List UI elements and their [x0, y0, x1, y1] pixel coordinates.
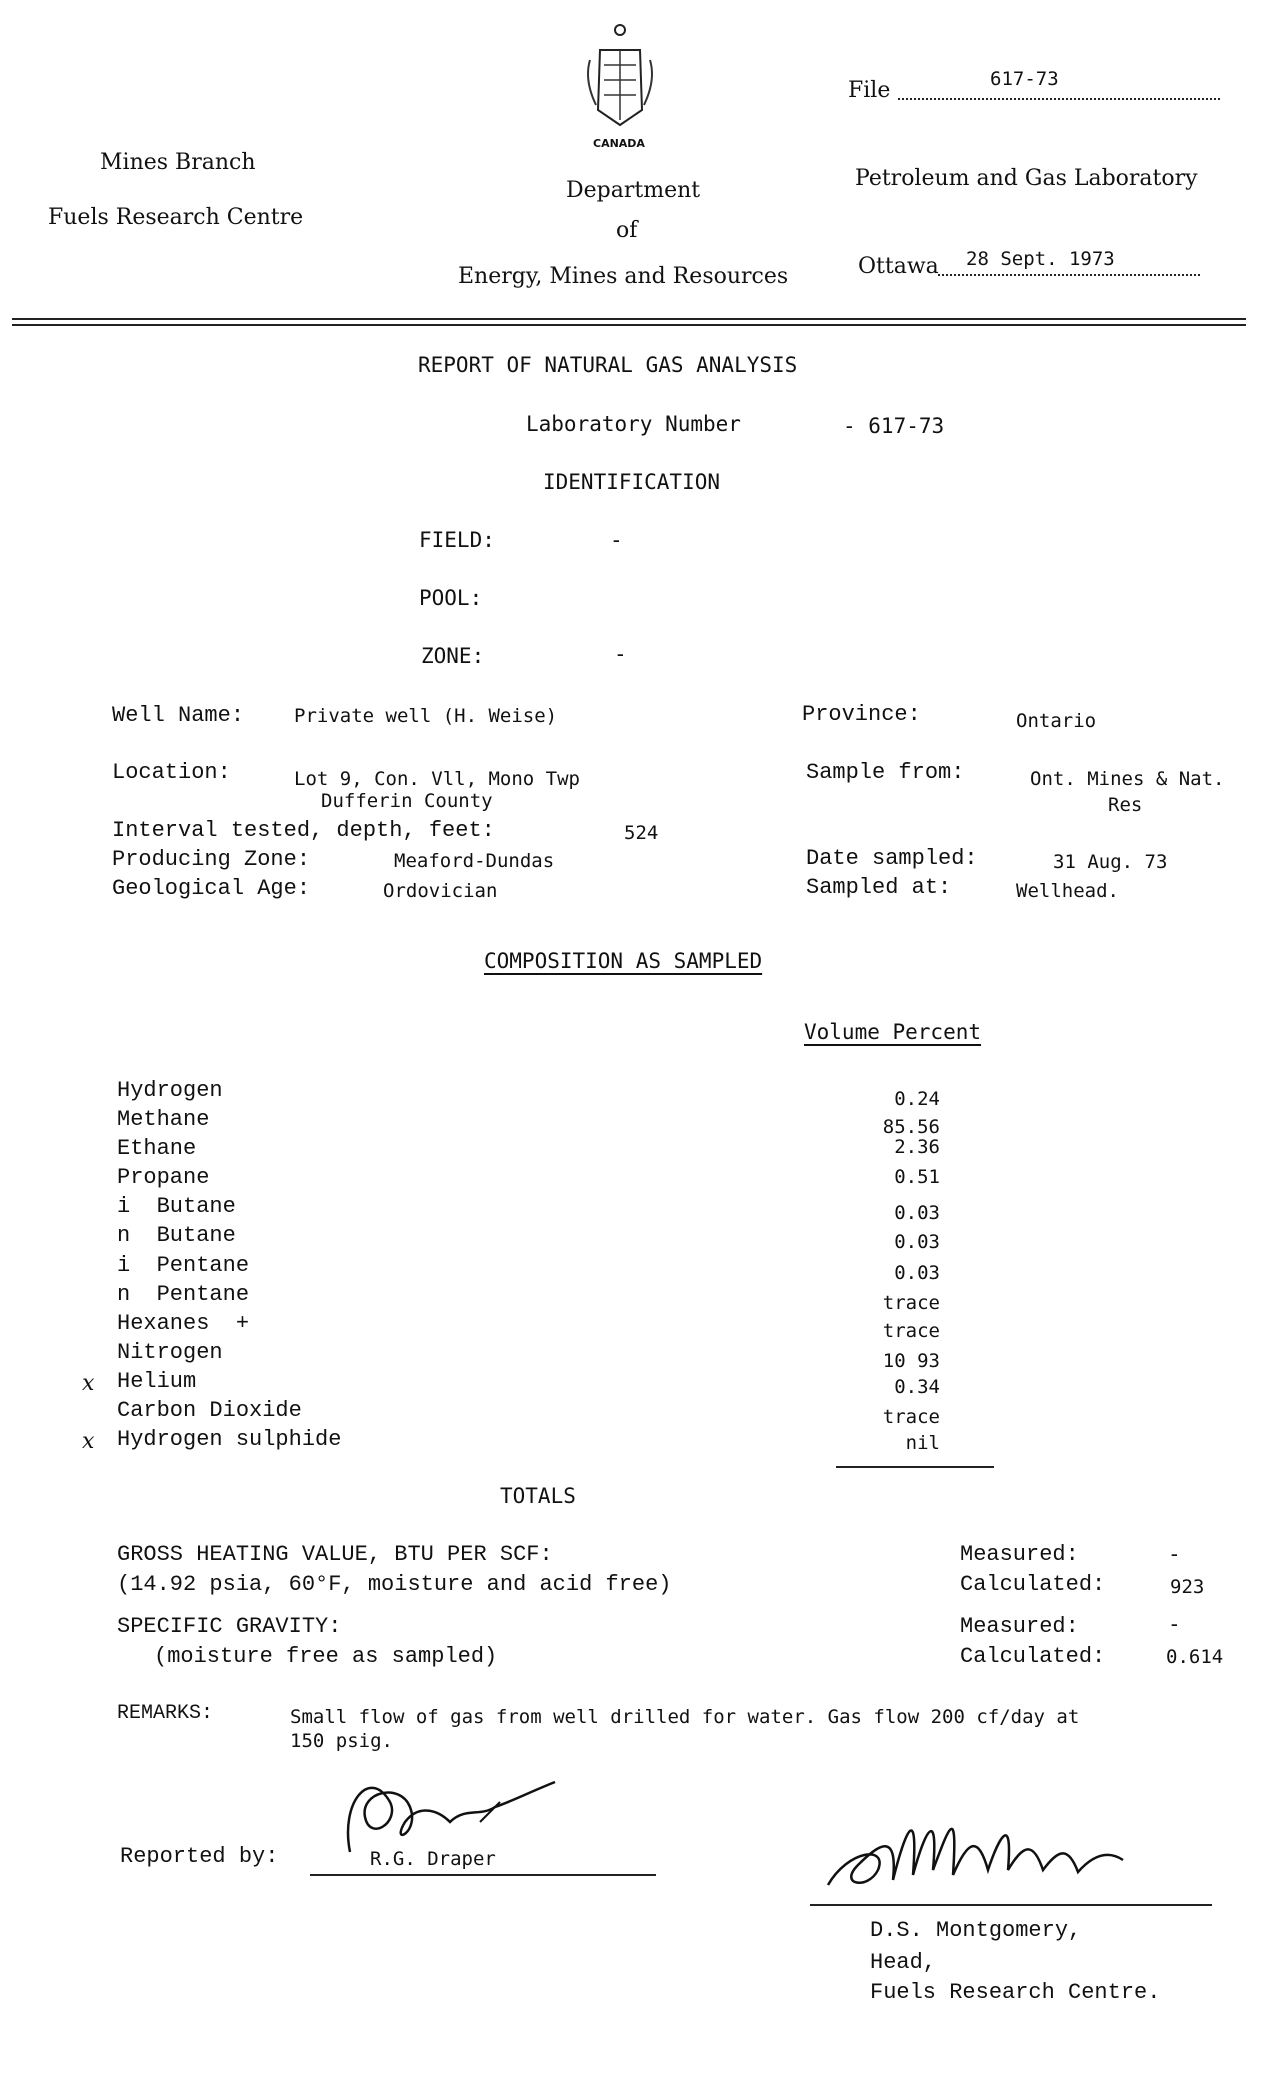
specific-gravity-conditions: (moisture free as sampled)	[154, 1644, 498, 1669]
geological-age: Ordovician	[383, 880, 498, 902]
province-label: Province:	[802, 702, 921, 727]
pool-label: POOL:	[419, 586, 483, 610]
remarks-label: REMARKS:	[117, 1702, 214, 1725]
composition-row-name: n Butane	[117, 1223, 236, 1248]
dept-line-1: Department	[566, 178, 701, 203]
reported-by-line	[310, 1874, 656, 1876]
totals-label: TOTALS	[500, 1484, 576, 1508]
date-sampled-label: Date sampled:	[806, 846, 978, 871]
composition-row-value: 10 93	[882, 1350, 940, 1372]
heating-measured-label: Measured:	[960, 1542, 1079, 1567]
sample-from-line-1: Ont. Mines & Nat.	[1030, 768, 1225, 790]
sample-from-label: Sample from:	[806, 760, 965, 785]
dept-line-2: of	[616, 218, 638, 243]
reporter-name: R.G. Draper	[370, 1848, 496, 1870]
montgomery-signature-icon	[818, 1790, 1148, 1900]
volume-percent-header: Volume Percent	[804, 1020, 982, 1044]
composition-row-name: Carbon Dioxide	[117, 1398, 302, 1423]
head-name: D.S. Montgomery,	[870, 1918, 1082, 1943]
well-name: Private well (H. Weise)	[294, 705, 558, 727]
crest-label: CANADA	[593, 137, 645, 150]
composition-row-name: Hexanes +	[117, 1311, 250, 1336]
composition-row-value: 0.34	[894, 1376, 940, 1398]
composition-row-name: Methane	[117, 1107, 210, 1132]
composition-row-name: Helium	[117, 1369, 197, 1394]
heating-calculated-label: Calculated:	[960, 1572, 1106, 1597]
lab-name: Petroleum and Gas Laboratory	[855, 166, 1198, 191]
heating-value-label: GROSS HEATING VALUE, BTU PER SCF:	[117, 1542, 553, 1567]
centre-name: Fuels Research Centre	[48, 205, 304, 230]
head-title: Head,	[870, 1950, 937, 1975]
sampled-at-label: Sampled at:	[806, 875, 952, 900]
heating-calculated: 923	[1170, 1576, 1205, 1598]
interval-value: 524	[624, 822, 659, 844]
remarks-line-1: Small flow of gas from well drilled for water. Gas flow 200 cf/day at	[290, 1706, 1080, 1728]
composition-row-value: 0.03	[894, 1202, 940, 1224]
totals-rule	[836, 1466, 994, 1468]
interval-label: Interval tested, depth, feet:	[112, 818, 495, 843]
producing-zone: Meaford-Dundas	[394, 850, 555, 872]
checkmark-icon: x	[82, 1429, 95, 1454]
identification-heading: IDENTIFICATION	[543, 470, 721, 494]
dept-line-3: Energy, Mines and Resources	[458, 264, 789, 289]
heating-conditions: (14.92 psia, 60°F, moisture and acid free)	[117, 1572, 672, 1597]
remarks-line-2: 150 psig.	[290, 1730, 393, 1752]
field-label: FIELD:	[419, 528, 495, 552]
lab-number-label: Laboratory Number	[526, 412, 741, 436]
zone-value: -	[614, 642, 627, 666]
composition-row-name: Nitrogen	[117, 1340, 223, 1365]
header-rule-top	[12, 318, 1246, 320]
composition-row-value: 0.03	[894, 1262, 940, 1284]
head-org: Fuels Research Centre.	[870, 1980, 1161, 2005]
composition-row-value: 2.36	[894, 1136, 940, 1158]
sampled-at: Wellhead.	[1016, 880, 1119, 902]
location-label: Location:	[112, 760, 231, 785]
composition-title: COMPOSITION AS SAMPLED	[484, 949, 763, 973]
composition-row-value: 0.51	[894, 1166, 940, 1188]
composition-row-value: trace	[882, 1292, 940, 1314]
well-name-label: Well Name:	[112, 703, 245, 728]
file-label: File	[848, 78, 891, 103]
report-title: REPORT OF NATURAL GAS ANALYSIS	[418, 353, 798, 377]
lab-number: - 617-73	[843, 414, 945, 438]
canada-crest-icon	[580, 20, 660, 135]
branch-name: Mines Branch	[100, 150, 256, 175]
file-dotted-line	[898, 98, 1220, 100]
composition-row-value: nil	[905, 1432, 940, 1454]
report-date: 28 Sept. 1973	[966, 248, 1115, 270]
gravity-calculated: 0.614	[1166, 1646, 1224, 1668]
heating-measured: -	[1168, 1542, 1181, 1566]
composition-row-name: Propane	[117, 1165, 210, 1190]
header-rule-bottom	[12, 324, 1246, 326]
composition-row-value: trace	[882, 1320, 940, 1342]
composition-row-value: trace	[882, 1406, 940, 1428]
province: Ontario	[1016, 710, 1097, 732]
composition-row-name: n Pentane	[117, 1282, 250, 1307]
sample-from-line-2: Res	[1108, 794, 1143, 816]
date-dotted-line	[938, 274, 1200, 276]
producing-zone-label: Producing Zone:	[112, 847, 311, 872]
composition-row-name: Hydrogen	[117, 1078, 223, 1103]
reported-by-label: Reported by:	[120, 1844, 279, 1869]
composition-row-value: 85.56	[882, 1116, 940, 1138]
city: Ottawa	[858, 254, 939, 279]
gravity-measured-label: Measured:	[960, 1614, 1079, 1639]
geological-age-label: Geological Age:	[112, 876, 311, 901]
composition-row-name: Ethane	[117, 1136, 197, 1161]
checkmark-icon: x	[82, 1371, 95, 1396]
location-line-1: Lot 9, Con. Vll, Mono Twp	[294, 768, 580, 790]
composition-row-value: 0.03	[894, 1231, 940, 1253]
date-sampled: 31 Aug. 73	[1053, 851, 1168, 873]
composition-row-value: 0.24	[894, 1088, 940, 1110]
location-line-2: Dufferin County	[321, 790, 493, 812]
composition-row-name: i Pentane	[117, 1253, 250, 1278]
head-signature-line	[810, 1904, 1212, 1906]
zone-label: ZONE:	[421, 644, 485, 668]
gravity-measured: -	[1168, 1612, 1181, 1636]
field-value: -	[610, 528, 623, 552]
gravity-calculated-label: Calculated:	[960, 1644, 1106, 1669]
composition-row-name: i Butane	[117, 1194, 236, 1219]
specific-gravity-label: SPECIFIC GRAVITY:	[117, 1614, 342, 1639]
file-number: 617-73	[990, 68, 1059, 90]
composition-row-name: Hydrogen sulphide	[117, 1427, 342, 1452]
